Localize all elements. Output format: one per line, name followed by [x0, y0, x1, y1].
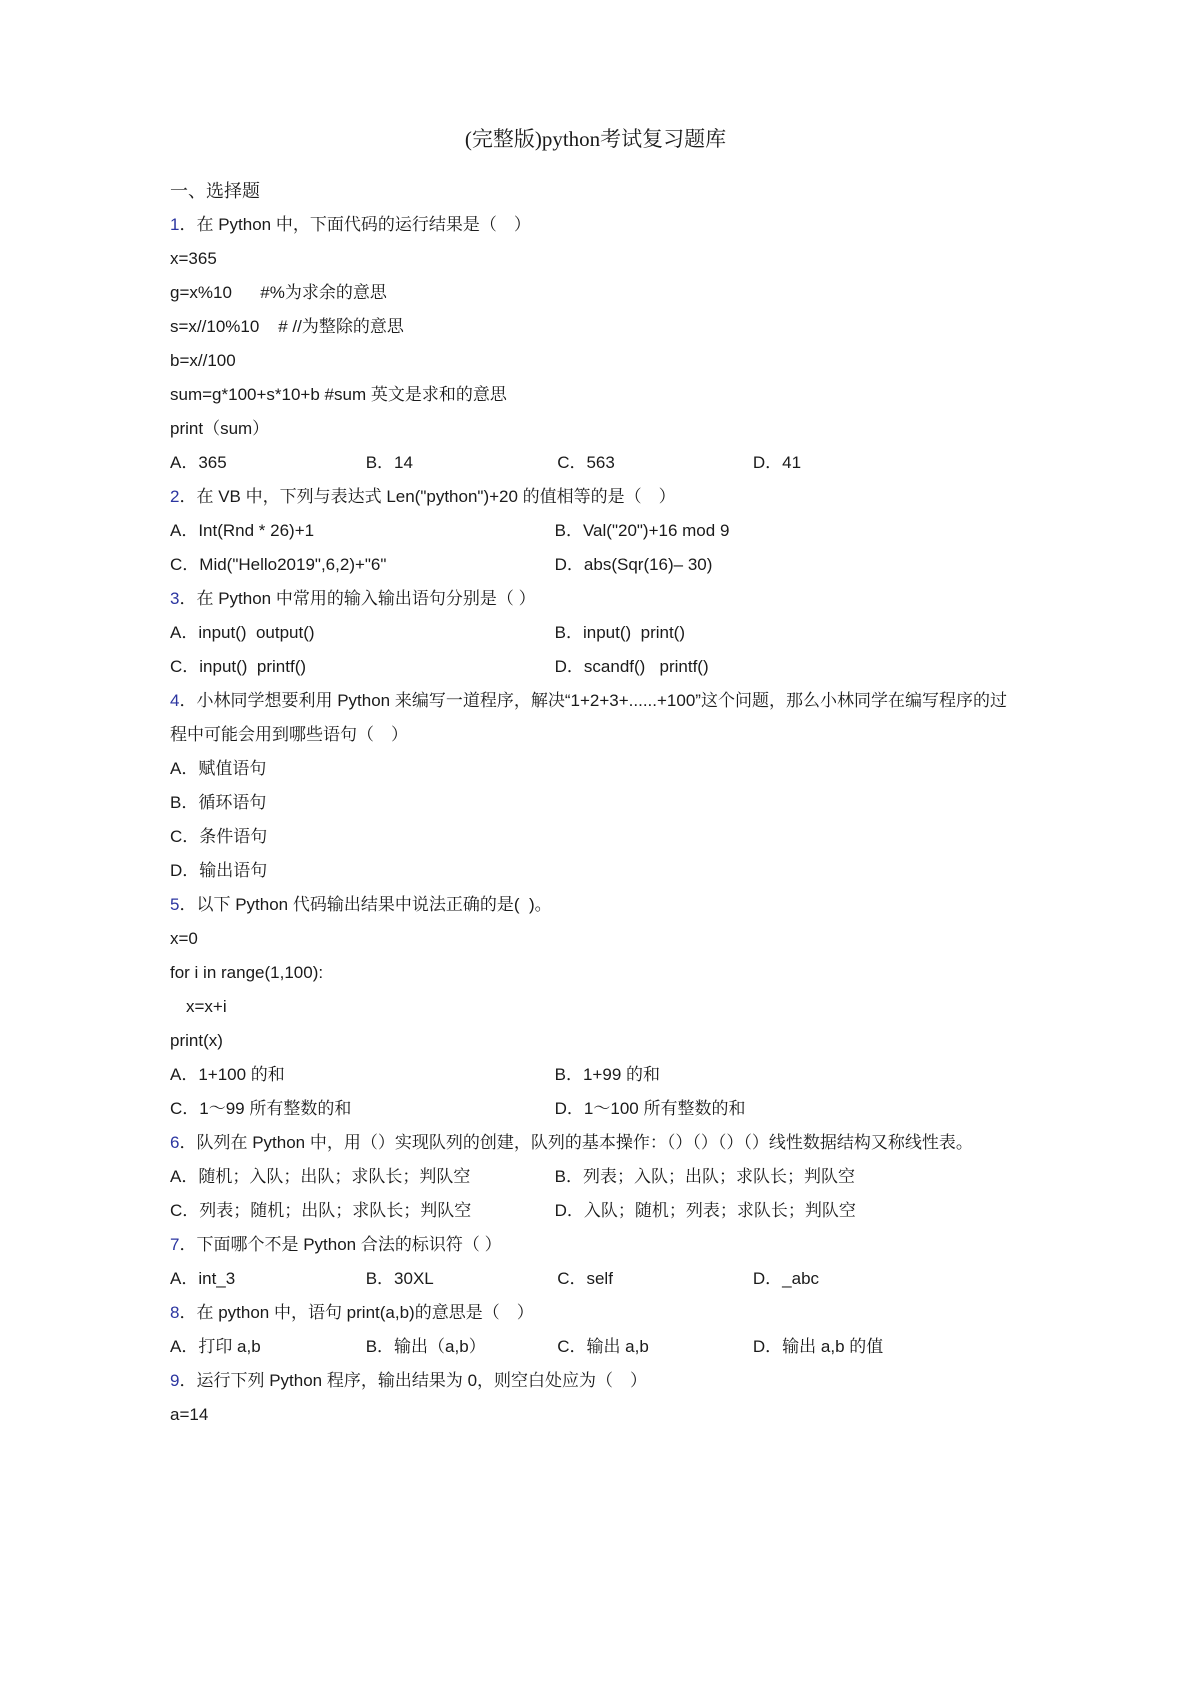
option-cell: C．1～99 所有整数的和	[170, 1099, 352, 1118]
question-text: ．队列在 Python 中，用（）实现队列的创建，队列的基本操作：（）（）（）（）线性数据结构又称线性表。	[179, 1133, 973, 1152]
question-line	[170, 1364, 1021, 1398]
option-cell: D．1～100 所有整数的和	[554, 1099, 746, 1118]
question-text: ．运行下列 Python 程序，输出结果为 0，则空白处应为（ ）	[179, 1371, 648, 1390]
options-row	[170, 548, 1021, 582]
question-line	[170, 888, 1021, 922]
question-text: ．在 VB 中，下列与表达式 Len("python")+20 的值相等的是（ ）	[179, 487, 676, 506]
question-number: 3	[170, 589, 180, 608]
option-cell: B．input() print()	[554, 623, 686, 642]
question-number: 6	[170, 1133, 180, 1152]
text-line: x=x+i	[186, 997, 227, 1016]
options-row	[170, 616, 1021, 650]
option-cell: D．入队；随机；列表；求队长；判队空	[554, 1201, 856, 1220]
option-cell: C．self	[557, 1269, 613, 1288]
options-row	[170, 1330, 1021, 1364]
question-number: 8	[170, 1303, 180, 1322]
question-line	[170, 1126, 1021, 1160]
question-number: 2	[170, 487, 180, 506]
options-row	[170, 650, 1021, 684]
document-body	[170, 174, 1021, 1432]
option-cell: B．14	[365, 453, 413, 472]
option-cell: A．int_3	[170, 1269, 236, 1288]
option-cell: C．列表；随机；出队；求队长；判队空	[170, 1201, 472, 1220]
option-cell: B．列表；入队；出队；求队长；判队空	[554, 1167, 855, 1186]
question-line	[170, 480, 1021, 514]
question-text: ．以下 Python 代码输出结果中说法正确的是( )。	[179, 895, 552, 914]
options-row	[170, 1194, 1021, 1228]
question-text: ．在 python 中，语句 print(a,b)的意思是（ ）	[179, 1303, 534, 1322]
option-cell: A．input() output()	[170, 623, 315, 642]
question-text: ．在 Python 中常用的输入输出语句分别是（ ）	[179, 589, 536, 608]
text-line: A．赋值语句	[170, 759, 267, 778]
option-cell: A．Int(Rnd * 26)+1	[170, 521, 315, 540]
question-line	[170, 1296, 1021, 1330]
option-cell: A．1+100 的和	[170, 1065, 285, 1084]
section-heading: 一、选择题	[170, 181, 260, 201]
question-line	[170, 208, 1021, 242]
question-text: ．下面哪个不是 Python 合法的标识符（ ）	[179, 1235, 502, 1254]
text-line: B．循环语句	[170, 793, 267, 812]
text-line: C．条件语句	[170, 827, 268, 846]
options-row	[170, 1092, 1021, 1126]
options-row	[170, 1058, 1021, 1092]
text-line: b=x//100	[170, 351, 236, 370]
text-line: for i in range(1,100):	[170, 963, 324, 982]
option-cell: C．输出 a,b	[557, 1337, 649, 1356]
options-row	[170, 446, 1021, 480]
text-line: print（sum）	[170, 419, 270, 438]
option-cell: B．30XL	[365, 1269, 434, 1288]
option-cell: D．abs(Sqr(16)– 30)	[554, 555, 713, 574]
option-cell: D．输出 a,b 的值	[752, 1337, 884, 1356]
text-line: a=14	[170, 1405, 209, 1424]
text-line: sum=g*100+s*10+b #sum 英文是求和的意思	[170, 385, 507, 404]
question-text: ．在 Python 中，下面代码的运行结果是（ ）	[179, 215, 531, 234]
option-cell: A．365	[170, 453, 227, 472]
text-line: x=365	[170, 249, 217, 268]
option-cell: C．Mid("Hello2019",6,2)+"6"	[170, 555, 387, 574]
text-line: D．输出语句	[170, 861, 268, 880]
text-line: print(x)	[170, 1031, 223, 1050]
options-row	[170, 1262, 1021, 1296]
question-line	[170, 582, 1021, 616]
option-cell: D．scandf() printf()	[554, 657, 709, 676]
text-line: x=0	[170, 929, 198, 948]
option-cell: C．input() printf()	[170, 657, 307, 676]
option-cell: B．Val("20")+16 mod 9	[554, 521, 730, 540]
options-row	[170, 1160, 1021, 1194]
option-cell: B．输出（a,b）	[365, 1337, 486, 1356]
text-line: g=x%10 #%为求余的意思	[170, 283, 387, 302]
question-line	[170, 1228, 1021, 1262]
option-cell: B．1+99 的和	[554, 1065, 660, 1084]
text-line: s=x//10%10 # //为整除的意思	[170, 317, 404, 336]
option-cell: A．随机；入队；出队；求队长；判队空	[170, 1167, 471, 1186]
option-cell: D．_abc	[752, 1269, 820, 1288]
question-number: 9	[170, 1371, 180, 1390]
option-cell: C．563	[557, 453, 615, 472]
options-row	[170, 514, 1021, 548]
question-number: 4	[170, 691, 180, 710]
question-number: 7	[170, 1235, 180, 1254]
option-cell: D．41	[752, 453, 802, 472]
page-title: (完整版)python考试复习题库	[464, 127, 727, 151]
question-text: ．小林同学想要利用 Python 来编写一道程序，解决“1+2+3+......+100”这个问题，那么小林同学在编写程序的过程中可能会用到哪些语句（ ）	[170, 691, 1007, 744]
option-cell: A．打印 a,b	[170, 1337, 261, 1356]
question-number: 5	[170, 895, 180, 914]
question-line	[170, 684, 1021, 752]
question-number: 1	[170, 215, 180, 234]
